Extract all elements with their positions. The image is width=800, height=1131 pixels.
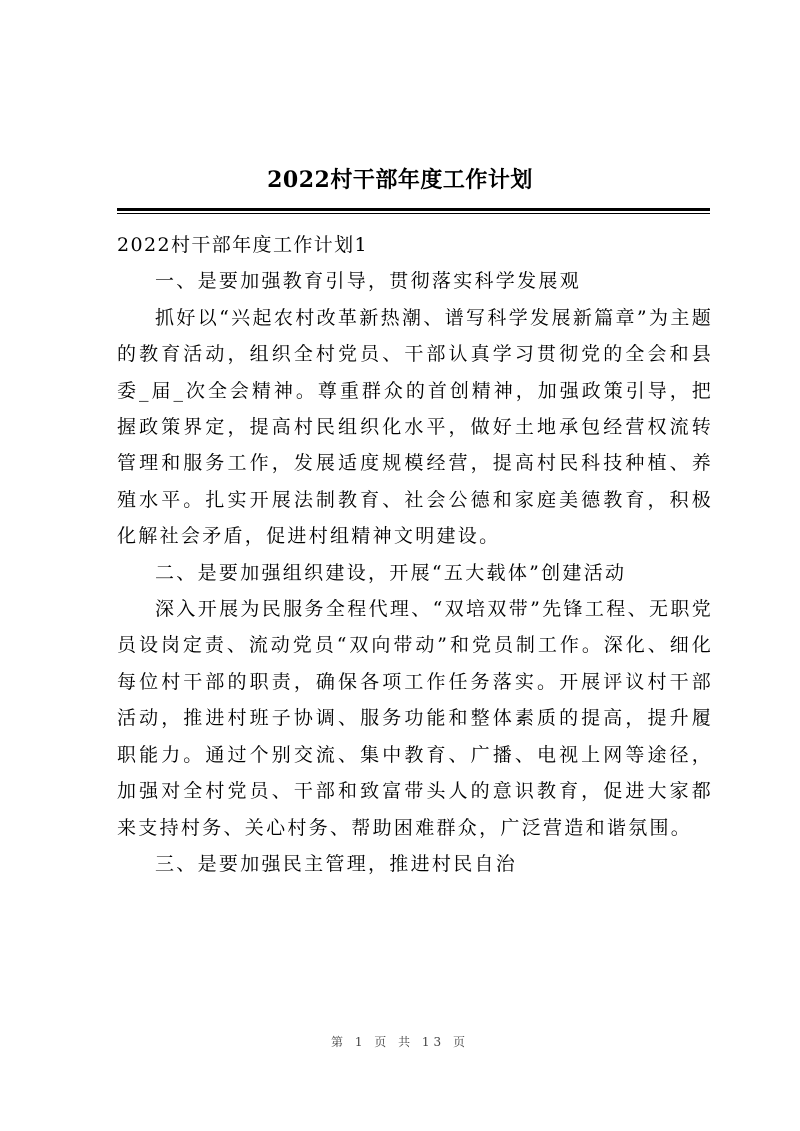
title-rule-thick — [117, 208, 710, 211]
paragraph-1: 抓好以“兴起农村改革新热潮、谱写科学发展新篇章”为主题的教育活动，组织全村党员、干部认真学习贯彻党的全会和县委_届_次全会精神。尊重群众的首创精神，加强政策引导，把握政策界定，提高村民组织化水平，做好土地承包经营权流转管理和服务工作，发展适度规模经营，提高村民科技种植、养殖水平。扎实开展法制教育、社会公德和家庭美德教育，积极化解社会矛盾，促进村组精神文明建设。 — [117, 306, 713, 548]
section-heading-3: 三、是要加强民主管理，推进村民自治 — [155, 852, 518, 875]
document-body — [117, 227, 713, 882]
title-rule-thin — [117, 213, 710, 214]
section-heading-2: 二、是要加强组织建设，开展“五大载体”创建活动 — [155, 561, 627, 584]
document-title: 2022村干部年度工作计划 — [267, 167, 533, 193]
page-footer: 第 1 页 共 13 页 — [331, 1035, 469, 1049]
section-heading-1: 一、是要加强教育引导，贯彻落实科学发展观 — [155, 270, 582, 293]
section-subtitle: 2022村干部年度工作计划1 — [117, 234, 369, 256]
paragraph-2: 深入开展为民服务全程代理、“双培双带”先锋工程、无职党员设岗定责、流动党员“双向带动”和党员制工作。深化、细化每位村干部的职责，确保各项工作任务落实。开展评议村干部活动，推进村班子协调、服务功能和整体素质的提高，提升履职能力。通过个别交流、集中教育、广播、电视上网等途径，加强对全村党员、干部和致富带头人的意识教育，促进大家都来支持村务、关心村务、帮助困难群众，广泛营造和谐氛围。 — [117, 598, 713, 839]
